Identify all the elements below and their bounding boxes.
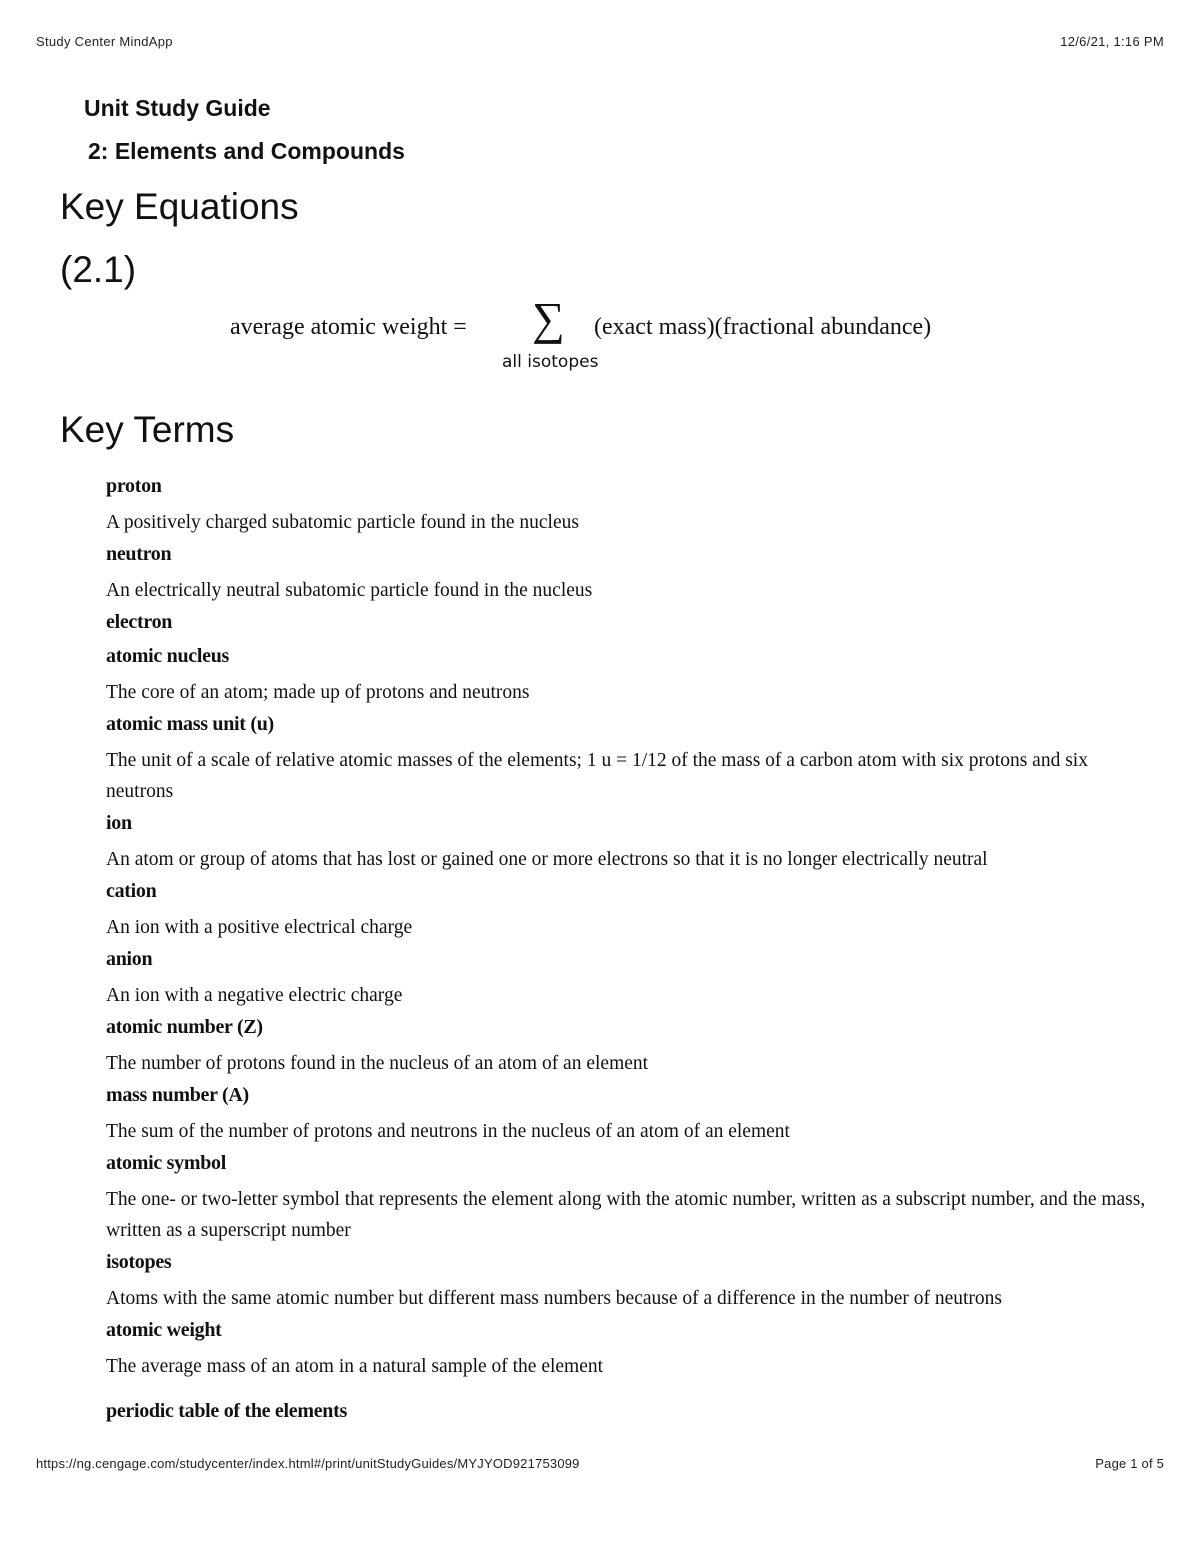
term-electron: electron [106, 611, 173, 633]
definition-atomic-weight: The average mass of an atom in a natural sample of the element [106, 1356, 604, 1377]
definition-isotopes: Atoms with the same atomic number but different mass numbers because of a difference in the number of neutrons [106, 1288, 1003, 1309]
footer-url[interactable]: https://ng.cengage.com/studycenter/index.html#/print/unitStudyGuides/MYJYOD921753099 [36, 1456, 580, 1471]
term-ion: ion [106, 812, 132, 834]
footer-page-number: Page 1 of 5 [1095, 1456, 1164, 1471]
term-atomic-weight: atomic weight [106, 1319, 222, 1341]
term-isotopes: isotopes [106, 1251, 172, 1273]
definition-atomic-number: The number of protons found in the nucleus of an atom of an element [106, 1053, 649, 1074]
key-terms-list [106, 473, 1146, 1432]
definition-atomic-mass-unit: The unit of a scale of relative atomic masses of the elements; 1 u = 1/12 of the mass of a carbon atom with six protons and six neutrons [106, 750, 1088, 802]
header-app-name: Study Center MindApp [36, 34, 173, 49]
term-atomic-nucleus: atomic nucleus [106, 645, 230, 667]
term-anion: anion [106, 948, 153, 970]
equation-rhs: (exact mass)(fractional abundance) [594, 314, 932, 340]
key-terms-heading: Key Terms [60, 409, 235, 450]
page-subtitle: 2: Elements and Compounds [88, 138, 405, 164]
term-cation: cation [106, 880, 157, 902]
term-neutron: neutron [106, 543, 172, 565]
definition-ion: An atom or group of atoms that has lost or gained one or more electrons so that it is no longer electrically neutral [106, 849, 988, 870]
average-atomic-weight-equation [230, 293, 990, 384]
definition-mass-number: The sum of the number of protons and neutrons in the nucleus of an atom of an element [106, 1121, 790, 1142]
term-mass-number: mass number (A) [106, 1084, 249, 1106]
term-periodic-table: periodic table of the elements [106, 1400, 347, 1422]
equation-lhs: average atomic weight = [230, 314, 467, 340]
term-atomic-mass-unit: atomic mass unit (u) [106, 713, 274, 735]
summation-symbol: ∑ [532, 293, 565, 344]
page-title: Unit Study Guide [84, 95, 271, 121]
term-atomic-number: atomic number (Z) [106, 1016, 263, 1038]
key-equations-heading: Key Equations [60, 186, 299, 227]
term-proton: proton [106, 475, 162, 497]
term-atomic-symbol: atomic symbol [106, 1152, 226, 1174]
definition-anion: An ion with a negative electric charge [106, 985, 403, 1006]
summation-subscript: all isotopes [502, 352, 599, 372]
definition-cation: An ion with a positive electrical charge [106, 917, 413, 938]
definition-atomic-nucleus: The core of an atom; made up of protons and neutrons [106, 682, 530, 703]
header-datetime: 12/6/21, 1:16 PM [1060, 34, 1164, 49]
definition-proton: A positively charged subatomic particle found in the nucleus [106, 512, 579, 533]
equation-number: (2.1) [60, 249, 137, 290]
definition-atomic-symbol: The one- or two-letter symbol that represents the element along with the atomic number, written as a subscript number, and the mass, written as a superscript number [106, 1189, 1146, 1241]
definition-neutron: An electrically neutral subatomic particle found in the nucleus [106, 580, 593, 601]
